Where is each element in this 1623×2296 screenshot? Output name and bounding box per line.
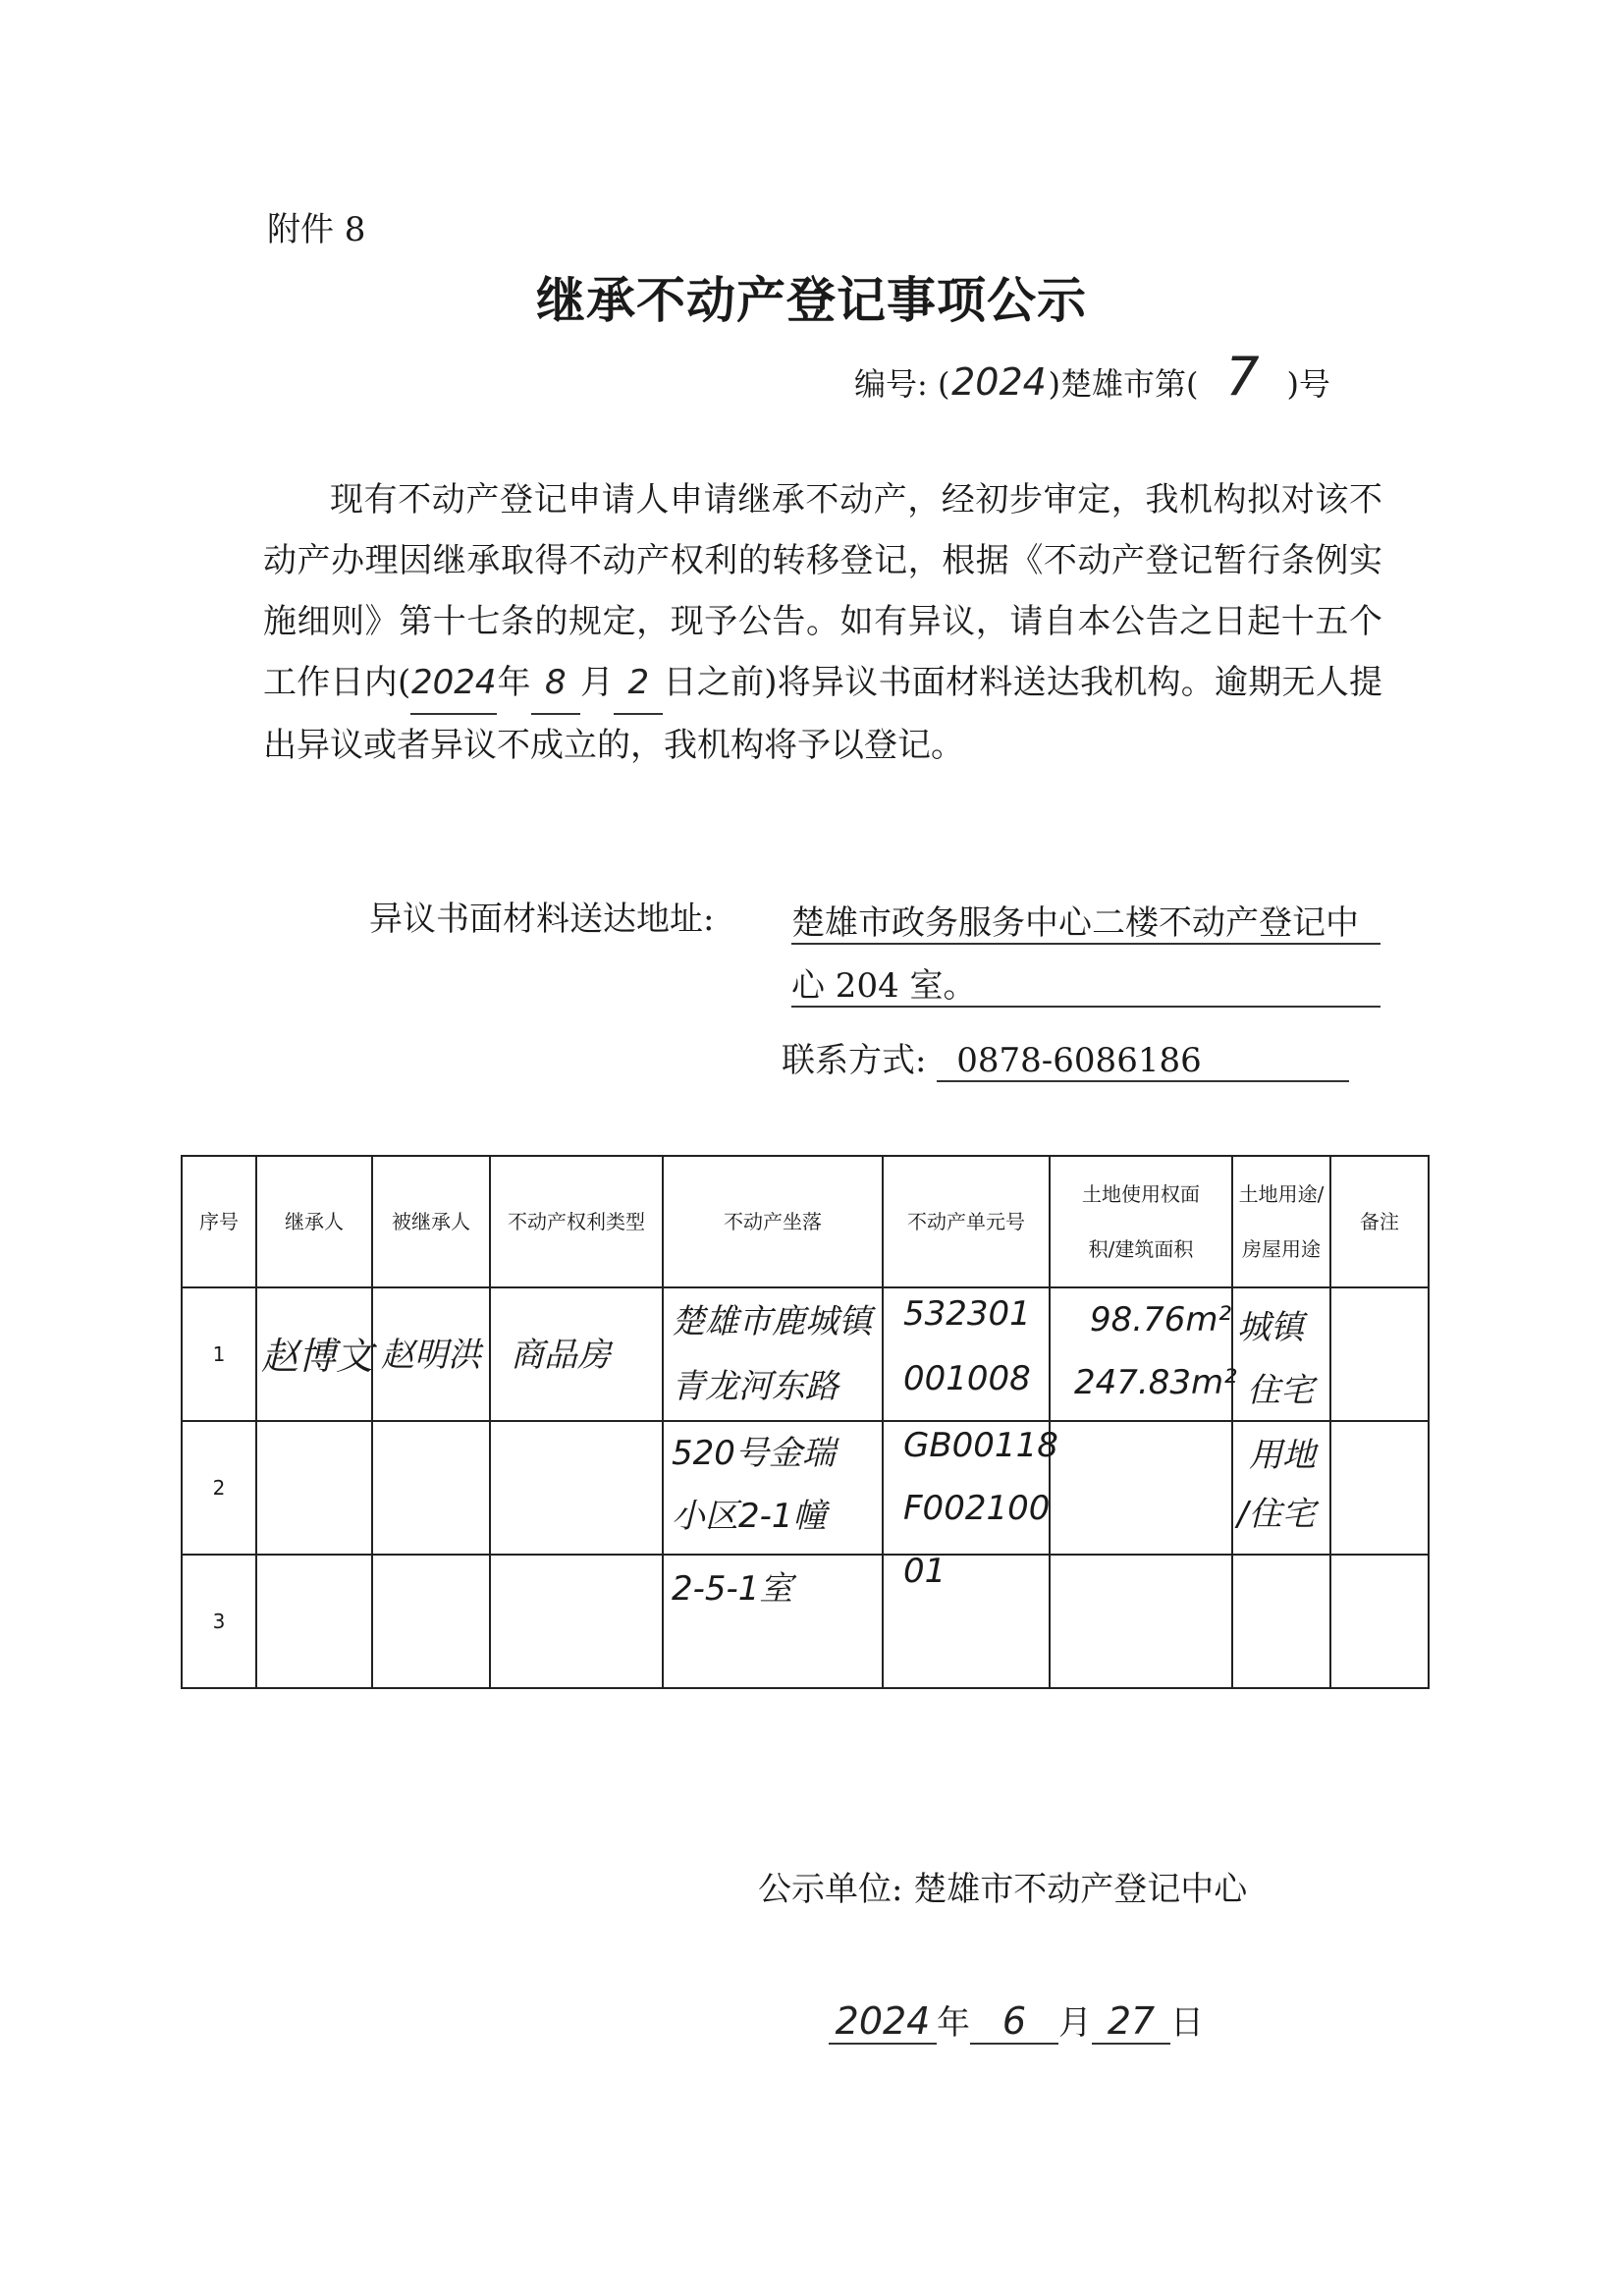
date-day: 27 (1092, 1999, 1170, 2045)
use-line3: 用地 (1249, 1436, 1316, 1475)
row-no: 2 (182, 1421, 256, 1555)
date-year: 2024 (829, 1999, 937, 2045)
publisher: 公示单位: 楚雄市不动产登记中心 (758, 1870, 1248, 1909)
notice-paragraph (263, 469, 1382, 776)
use-line4: /住宅 (1237, 1495, 1316, 1534)
notice-text-2: 日之前)将异议书面材料送达我机构。逾期无人提出异议或者异议不成立的，我机构将予以登记。 (263, 663, 1383, 765)
cell-remark (1330, 1287, 1429, 1421)
deadline-year: 2024 (410, 652, 497, 715)
header-area (1050, 1156, 1232, 1287)
area-line2: 247.83m² (1074, 1363, 1237, 1402)
serial-suffix: )号 (1286, 365, 1330, 403)
decedent-handwritten: 赵明洪 (381, 1336, 481, 1375)
date-year-char: 年 (937, 2003, 970, 2043)
deadline-day: 2 (614, 652, 663, 715)
header-right-type: 不动产权利类型 (490, 1156, 663, 1287)
location-line5: 2-5-1室 (672, 1569, 793, 1609)
header-area-line1: 土地使用权面 (1082, 1182, 1200, 1206)
cell-area (1050, 1421, 1232, 1555)
cell-decedent (372, 1555, 490, 1688)
serial-prefix: 编号: (854, 365, 928, 403)
cell-remark (1330, 1555, 1429, 1688)
serial-middle: )楚雄市第( (1048, 365, 1199, 403)
cell-location (663, 1287, 883, 1421)
cell-right-type (490, 1421, 663, 1555)
cell-unit-no (883, 1552, 1050, 1688)
header-heir: 继承人 (256, 1156, 372, 1287)
unit-line2: 001008 (903, 1359, 1031, 1398)
contact-info (782, 1033, 1349, 1082)
contact-label: 联系方式: (782, 1041, 927, 1080)
attachment-label: 附件 8 (267, 210, 366, 249)
location-line4: 小区2-1幢 (672, 1497, 827, 1536)
location-line3: 520号金瑞 (672, 1434, 836, 1473)
cell-location (663, 1555, 883, 1688)
row-no: 3 (182, 1555, 256, 1688)
row-no: 1 (182, 1287, 256, 1421)
location-line1: 楚雄市鹿城镇 (672, 1302, 872, 1341)
registration-table (181, 1155, 1430, 1689)
date-month-char: 月 (1058, 2003, 1092, 2043)
heir-handwritten: 赵博文 (261, 1335, 374, 1378)
cell-location (663, 1421, 883, 1555)
table-row (182, 1287, 1429, 1421)
deadline-month: 8 (531, 652, 580, 715)
cell-decedent (372, 1287, 490, 1421)
document-title: 继承不动产登记事项公示 (536, 271, 1087, 329)
year-char: 年 (497, 663, 531, 702)
cell-area (1050, 1555, 1232, 1688)
cell-use (1232, 1421, 1330, 1555)
address-underline-1 (791, 943, 1380, 945)
cell-unit-no (883, 1287, 1050, 1421)
header-use-line1: 土地用途/ (1238, 1182, 1325, 1206)
table-header-row (182, 1156, 1429, 1287)
cell-heir (256, 1287, 372, 1421)
right-type-handwritten: 商品房 (511, 1336, 611, 1375)
serial-number: 编号: (2024)楚雄市第( 7 )号 (854, 346, 1330, 408)
address-label: 异议书面材料送达地址: (369, 900, 715, 939)
unit-line5: 01 (903, 1552, 947, 1591)
header-location: 不动产坐落 (663, 1156, 883, 1287)
table-row (182, 1555, 1429, 1688)
address-value: 楚雄市政务服务中心二楼不动产登记中心 204 室。 (791, 903, 1359, 1006)
header-use (1232, 1156, 1330, 1287)
cell-heir (256, 1555, 372, 1688)
unit-line1: 532301 (903, 1294, 1031, 1334)
header-decedent: 被继承人 (372, 1156, 490, 1287)
header-area-line2: 积/建筑面积 (1088, 1237, 1194, 1261)
header-unit-no: 不动产单元号 (883, 1156, 1050, 1287)
cell-right-type (490, 1287, 663, 1421)
date-month: 6 (970, 1999, 1058, 2045)
cell-remark (1330, 1421, 1429, 1555)
header-no: 序号 (182, 1156, 256, 1287)
cell-use (1232, 1287, 1330, 1421)
cell-decedent (372, 1421, 490, 1555)
cell-unit-no (883, 1421, 1058, 1555)
publish-date (829, 1995, 1204, 2045)
serial-year-handwritten: 2024 (951, 360, 1047, 404)
header-remark: 备注 (1330, 1156, 1429, 1287)
cell-use (1232, 1555, 1330, 1688)
cell-area (1050, 1287, 1237, 1421)
address-underline-2 (791, 1006, 1380, 1008)
table-row (182, 1421, 1429, 1555)
unit-line3: GB00118 (903, 1426, 1058, 1465)
month-char: 月 (579, 663, 615, 702)
cell-heir (256, 1421, 372, 1555)
header-use-line2: 房屋用途 (1242, 1237, 1321, 1261)
use-line2: 住宅 (1247, 1371, 1314, 1410)
notice-text-1: 现有不动产登记申请人申请继承不动产，经初步审定，我机构拟对该不动产办理因继承取得不动产权利的转移登记，根据《不动产登记暂行条例实施细则》第十七条的规定，现予公告。如有异议，请自本公告之日起十五个工作日内( (263, 480, 1382, 702)
use-line1: 城镇 (1237, 1308, 1304, 1347)
serial-number-handwritten: 7 (1225, 346, 1260, 408)
cell-right-type (490, 1555, 663, 1688)
contact-value: 0878-6086186 (937, 1041, 1349, 1082)
location-line2: 青龙河东路 (672, 1367, 839, 1406)
unit-line4: F002100 (903, 1489, 1051, 1528)
date-day-char: 日 (1170, 2003, 1204, 2043)
area-line1: 98.76m² (1090, 1300, 1232, 1339)
